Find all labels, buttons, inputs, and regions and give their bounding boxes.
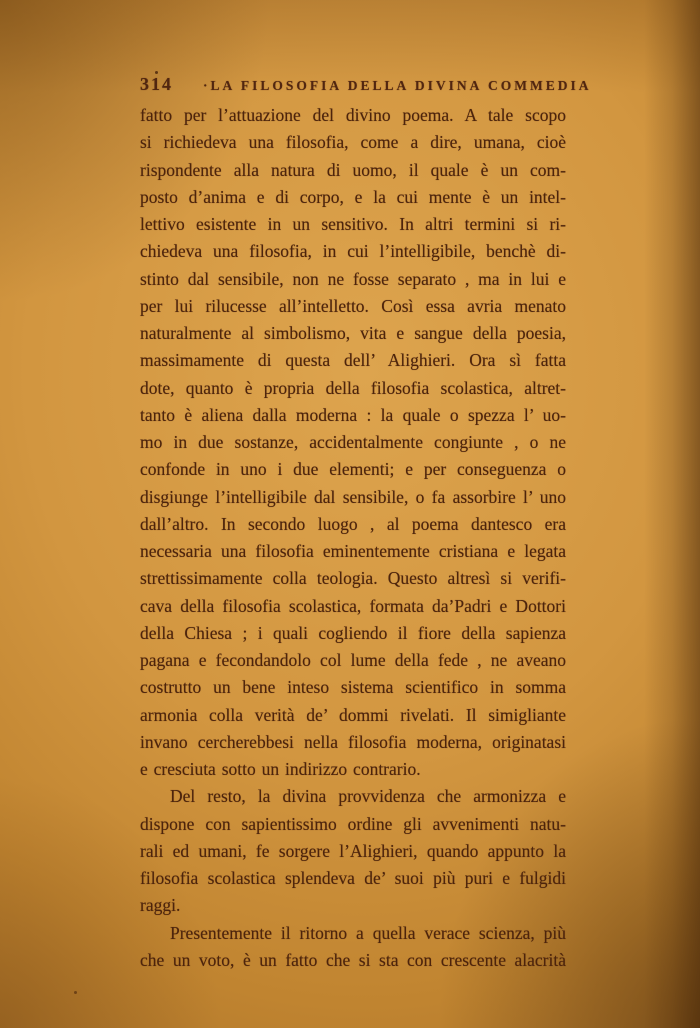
text-line: rali ed umani, fe sorgere l’Alighieri, quando appunto la — [140, 840, 566, 861]
text-line: mo in due sostanze, accidentalmente congiunte , o ne — [140, 432, 566, 452]
text-line: cava della filosofia scolastica, formata da’Padri e Dottori — [140, 595, 566, 616]
text-line: dispone con sapientissimo ordine gli avvenimenti natu- — [140, 813, 566, 834]
text-line: dote, quanto è propria della filosofia scolastica, altret- — [140, 377, 566, 398]
text-line: necessaria una filosofia eminentemente cristiana e legata — [140, 541, 566, 561]
text-line: massimamente di questa dell’ Alighieri. Ora sì fatta — [140, 350, 566, 371]
running-title: ·LA FILOSOFIA DELLA DIVINA COMMEDIA — [203, 78, 592, 93]
text-line: dall’altro. In secondo luogo , al poema dantesco era — [140, 513, 566, 534]
text-line: naturalmente al simbolismo, vita e sangue della poesia, — [140, 323, 566, 343]
ink-speck — [74, 991, 77, 994]
text-line: per lui rilucesse all’intelletto. Così essa avria menato — [140, 295, 566, 316]
text-line: e cresciuta sotto un indirizzo contrario. — [140, 759, 421, 779]
text-line: armonia colla verità de’ dommi rivelati. Il simigliante — [140, 704, 566, 725]
text-line: invano cercherebbesi nella filosofia moderna, originatasi — [140, 731, 566, 752]
text-line: Del resto, la divina provvidenza che armonizza e — [170, 786, 566, 807]
page-number: 314 — [140, 74, 173, 94]
text-line: della Chiesa ; i quali cogliendo il fiore della sapienza — [140, 622, 566, 643]
text-line: Presentemente il ritorno a quella verace scienza, più — [170, 922, 566, 943]
text-line: lettivo esistente in un sensitivo. In altri termini si ri- — [140, 214, 566, 234]
text-line: fatto per l’attuazione del divino poema. A tale scopo — [140, 105, 566, 125]
text-line: posto d’anima e di corpo, e la cui mente è un intel- — [140, 186, 566, 207]
text-line: che un voto, è un fatto che si sta con crescente alacrità — [140, 949, 566, 970]
body-text — [140, 102, 566, 974]
text-line: disgiunge l’intelligibile dal sensibile, o fa assorbire l’ uno — [140, 486, 566, 507]
ink-speck — [155, 71, 158, 74]
text-line: chiedeva una filosofia, in cui l’intelligibile, benchè di- — [140, 241, 566, 262]
text-line: confonde in uno i due elementi; e per conseguenza o — [140, 459, 566, 480]
text-line: costrutto un bene inteso sistema scientifico in somma — [140, 677, 566, 698]
text-line: filosofia scolastica splendeva de’ suoi più puri e fulgidi — [140, 868, 566, 888]
text-line: rispondente alla natura di uomo, il quale è un com- — [140, 159, 566, 180]
text-line: stinto dal sensibile, non ne fosse separato , ma in lui e — [140, 268, 566, 289]
text-line: raggi. — [140, 895, 181, 916]
text-line: si richiedeva una filosofia, come a dire, umana, cioè — [140, 132, 566, 153]
text-line: tanto è aliena dalla moderna : la quale o spezza l’ uo- — [140, 404, 566, 425]
text-line: pagana e fecondandolo col lume della fede , ne aveano — [140, 650, 566, 670]
page-header — [140, 74, 592, 95]
text-line: strettissimamente colla teologia. Questo altresì si verifi- — [140, 568, 566, 589]
